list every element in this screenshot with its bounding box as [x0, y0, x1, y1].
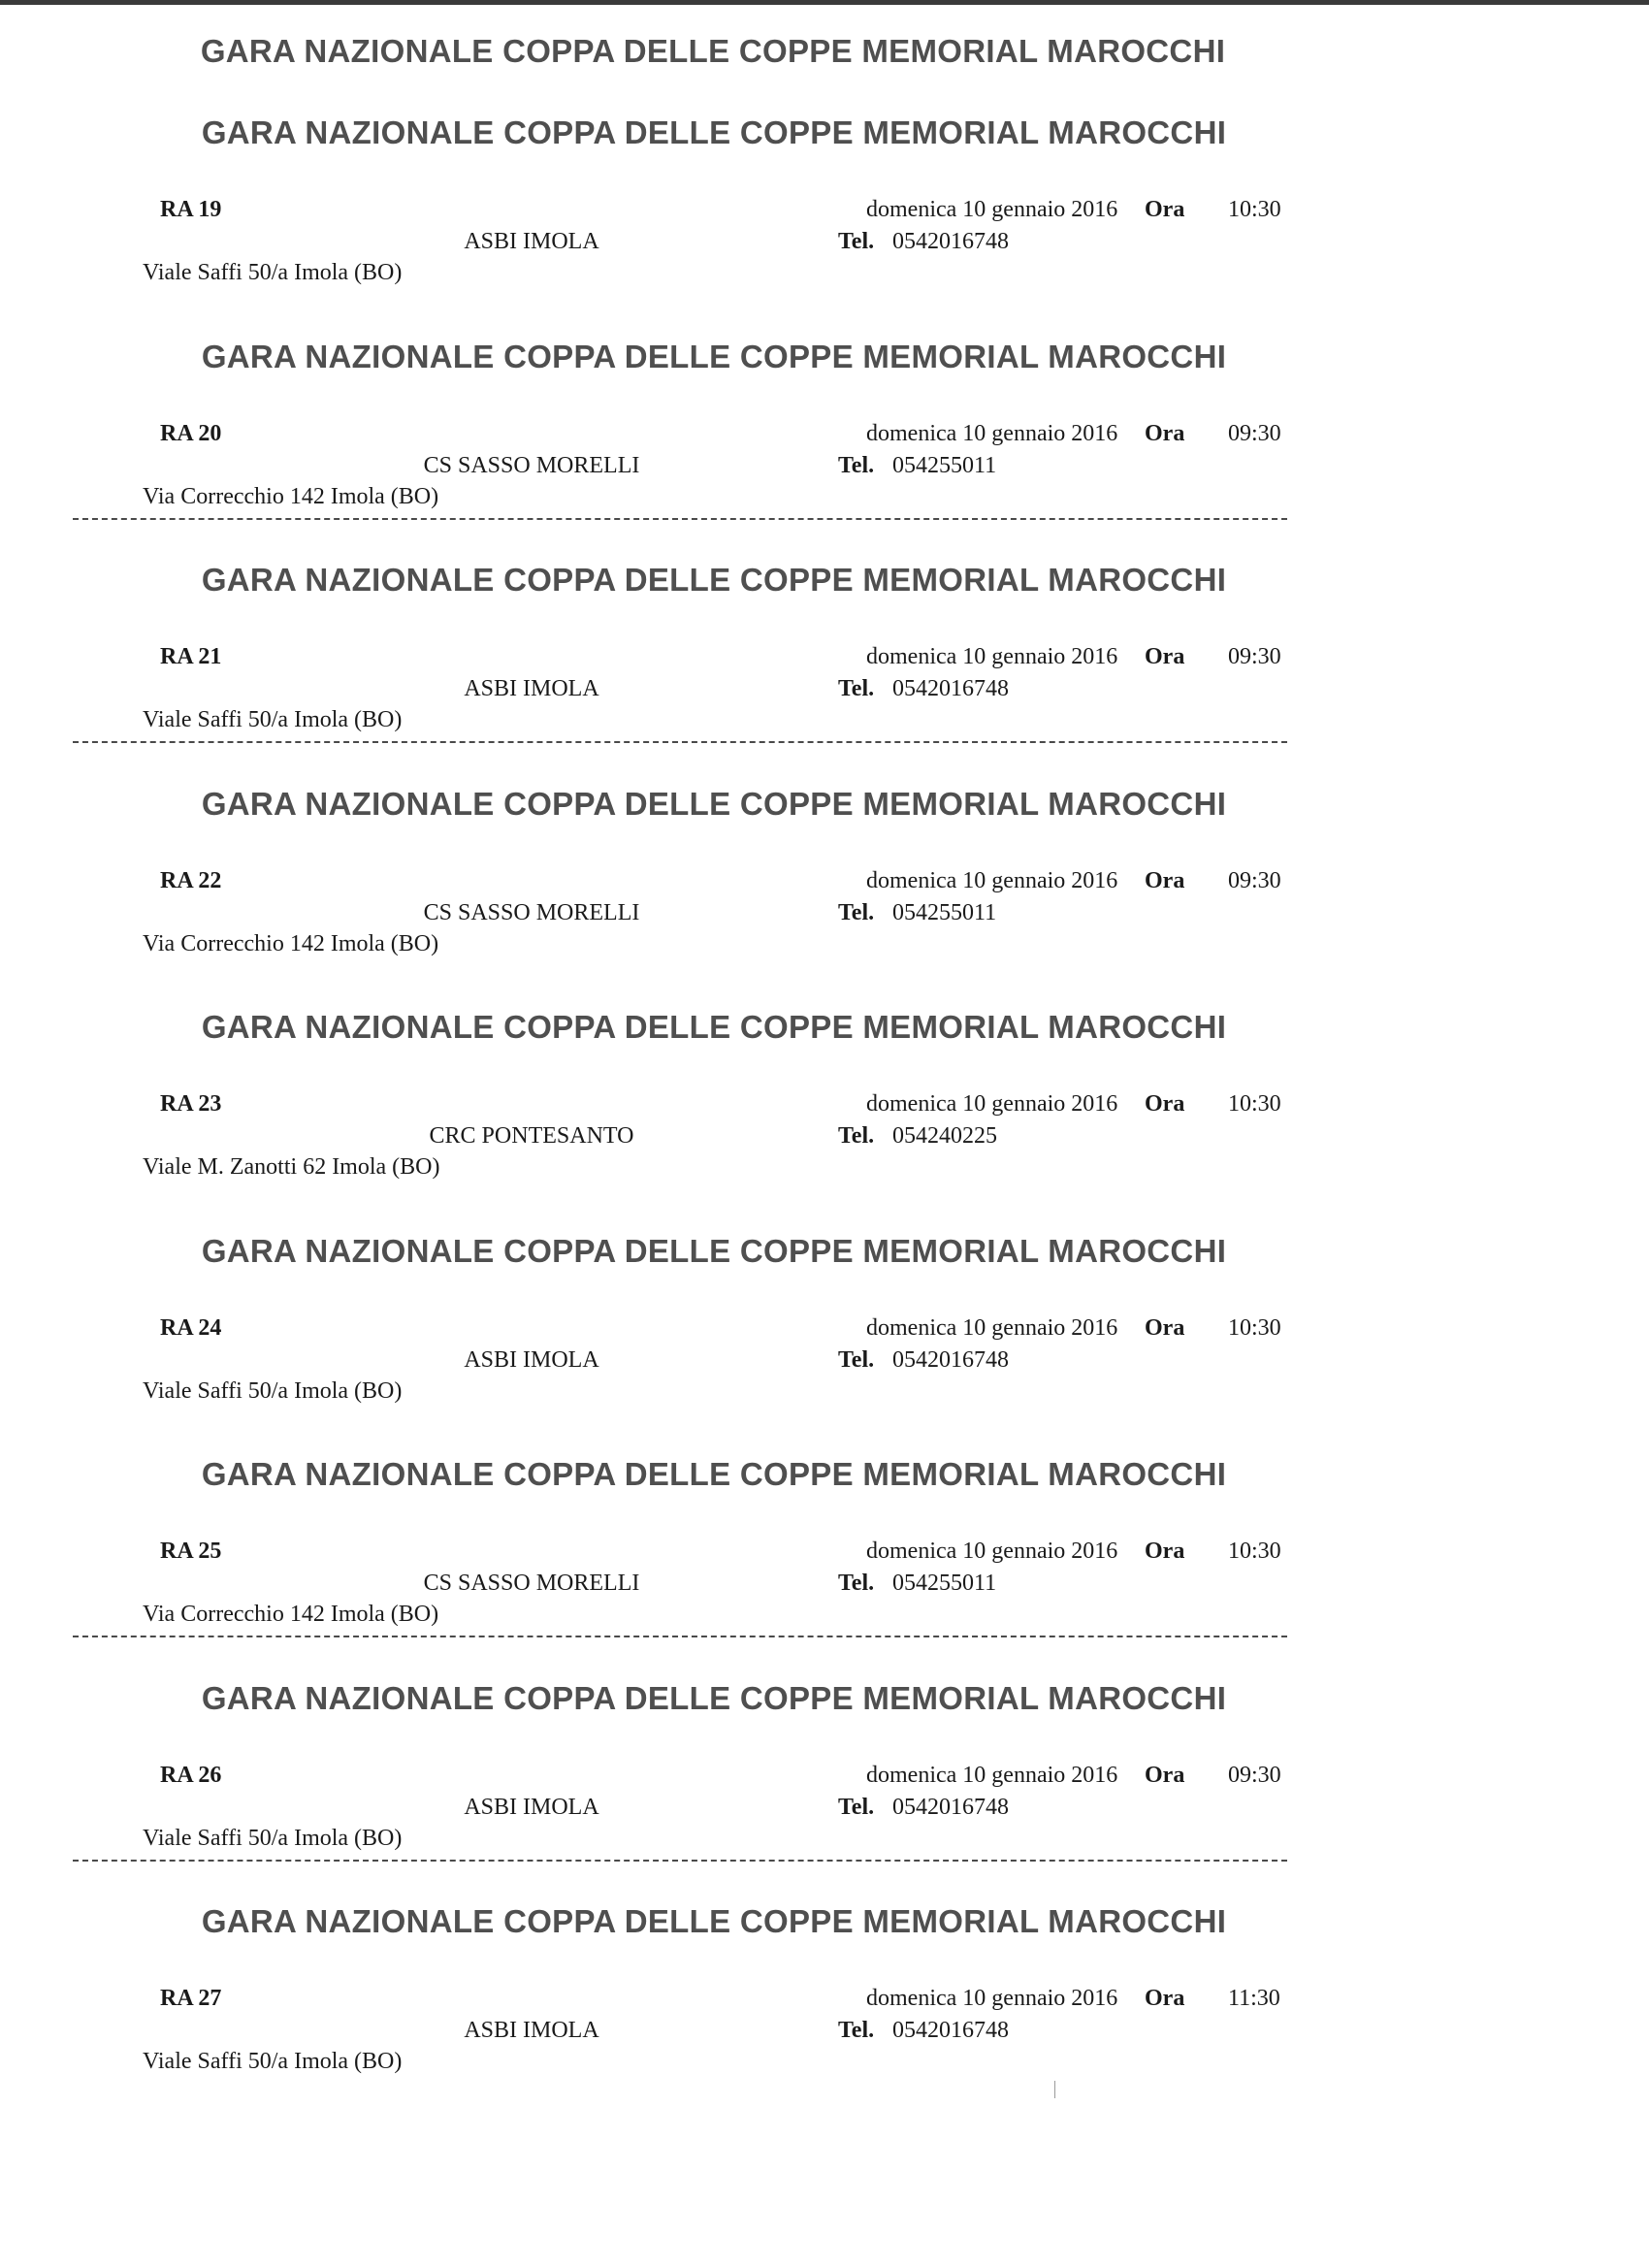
entry-time: 09:30	[1228, 868, 1281, 893]
entry-club-name: CS SASSO MORELLI	[423, 900, 640, 925]
entry-ora-label: Ora	[1145, 1315, 1185, 1341]
entry-address: Viale Saffi 50/a Imola (BO)	[143, 1378, 403, 1404]
entry-block	[0, 1456, 1649, 1679]
entry-address: Via Correcchio 142 Imola (BO)	[143, 484, 439, 509]
entry-tel-label: Tel.	[838, 1347, 875, 1373]
entry-title: GARA NAZIONALE COPPA DELLE COPPE MEMORIAL MAROCCHI	[201, 339, 1227, 374]
entry-ora-label: Ora	[1145, 868, 1185, 893]
entry-code: RA 27	[160, 1986, 222, 2011]
page-title: GARA NAZIONALE COPPA DELLE COPPE MEMORIAL MAROCCHI	[200, 33, 1226, 69]
entry-address: Viale Saffi 50/a Imola (BO)	[143, 707, 403, 732]
dashed-separator	[73, 1860, 1287, 1862]
entry-address: Via Correcchio 142 Imola (BO)	[143, 931, 439, 956]
entry-ora-label: Ora	[1145, 644, 1185, 669]
entry-club-name: ASBI IMOLA	[464, 1795, 599, 1820]
entry-block	[0, 1680, 1649, 1903]
entry-code: RA 19	[160, 197, 222, 222]
dashed-separator	[73, 741, 1287, 743]
entry-ora-label: Ora	[1145, 1763, 1185, 1788]
entry-phone: 0542016748	[892, 2018, 1009, 2043]
entry-date: domenica 10 gennaio 2016	[866, 868, 1118, 893]
entry-code: RA 21	[160, 644, 222, 669]
entry-date: domenica 10 gennaio 2016	[866, 421, 1118, 446]
entry-code: RA 24	[160, 1315, 222, 1341]
entry-date: domenica 10 gennaio 2016	[866, 1986, 1118, 2011]
entry-block	[0, 562, 1649, 785]
entry-phone: 0542016748	[892, 1795, 1009, 1820]
entry-club-name: ASBI IMOLA	[464, 676, 599, 701]
entry-time: 10:30	[1228, 197, 1281, 222]
entry-tel-label: Tel.	[838, 1795, 875, 1820]
entry-address: Viale M. Zanotti 62 Imola (BO)	[143, 1154, 440, 1180]
entry-phone: 054255011	[892, 453, 997, 478]
entry-title: GARA NAZIONALE COPPA DELLE COPPE MEMORIAL MAROCCHI	[201, 1680, 1227, 1716]
dashed-separator	[73, 518, 1287, 520]
entry-tel-label: Tel.	[838, 676, 875, 701]
entry-club-name: CS SASSO MORELLI	[423, 1571, 640, 1596]
entry-title: GARA NAZIONALE COPPA DELLE COPPE MEMORIAL MAROCCHI	[201, 1456, 1227, 1492]
entry-code: RA 26	[160, 1763, 222, 1788]
entry-tel-label: Tel.	[838, 1123, 875, 1149]
entry-address: Viale Saffi 50/a Imola (BO)	[143, 260, 403, 285]
entry-code: RA 20	[160, 421, 222, 446]
entry-time: 09:30	[1228, 644, 1281, 669]
entry-code: RA 25	[160, 1539, 222, 1564]
entry-date: domenica 10 gennaio 2016	[866, 197, 1118, 222]
entry-block	[0, 339, 1649, 562]
entry-club-name: CS SASSO MORELLI	[423, 453, 640, 478]
entry-date: domenica 10 gennaio 2016	[866, 1763, 1118, 1788]
entry-title: GARA NAZIONALE COPPA DELLE COPPE MEMORIAL MAROCCHI	[201, 114, 1227, 150]
entry-date: domenica 10 gennaio 2016	[866, 644, 1118, 669]
entry-block	[0, 1009, 1649, 1232]
scan-top-border	[0, 0, 1649, 5]
entry-phone: 0542016748	[892, 676, 1009, 701]
entry-time: 10:30	[1228, 1315, 1281, 1341]
entry-tel-label: Tel.	[838, 1571, 875, 1596]
entry-block	[0, 786, 1649, 1009]
entry-club-name: CRC PONTESANTO	[429, 1123, 634, 1149]
entry-ora-label: Ora	[1145, 1986, 1185, 2011]
entry-code: RA 23	[160, 1091, 222, 1117]
entry-address: Viale Saffi 50/a Imola (BO)	[143, 2049, 403, 2074]
entry-title: GARA NAZIONALE COPPA DELLE COPPE MEMORIAL MAROCCHI	[201, 1009, 1227, 1045]
entry-address: Viale Saffi 50/a Imola (BO)	[143, 1826, 403, 1851]
entry-time: 09:30	[1228, 1763, 1281, 1788]
entry-title: GARA NAZIONALE COPPA DELLE COPPE MEMORIAL MAROCCHI	[201, 786, 1227, 822]
entry-time: 09:30	[1228, 421, 1281, 446]
entry-address: Via Correcchio 142 Imola (BO)	[143, 1602, 439, 1627]
scan-mark	[1054, 2081, 1055, 2098]
entry-tel-label: Tel.	[838, 453, 875, 478]
entry-title: GARA NAZIONALE COPPA DELLE COPPE MEMORIAL MAROCCHI	[201, 1233, 1227, 1269]
entry-date: domenica 10 gennaio 2016	[866, 1091, 1118, 1117]
entry-date: domenica 10 gennaio 2016	[866, 1315, 1118, 1341]
entry-phone: 054240225	[892, 1123, 997, 1149]
entry-block	[0, 1233, 1649, 1456]
entry-ora-label: Ora	[1145, 421, 1185, 446]
entry-ora-label: Ora	[1145, 1091, 1185, 1117]
entry-phone: 0542016748	[892, 229, 1009, 254]
entry-block	[0, 114, 1649, 338]
entry-ora-label: Ora	[1145, 1539, 1185, 1564]
entry-club-name: ASBI IMOLA	[464, 2018, 599, 2043]
entry-block	[0, 1903, 1649, 2126]
entry-time: 10:30	[1228, 1539, 1281, 1564]
entry-ora-label: Ora	[1145, 197, 1185, 222]
entry-time: 11:30	[1228, 1986, 1280, 2011]
dashed-separator	[73, 1636, 1287, 1637]
entry-phone: 0542016748	[892, 1347, 1009, 1373]
entry-phone: 054255011	[892, 900, 997, 925]
entry-code: RA 22	[160, 868, 222, 893]
entry-tel-label: Tel.	[838, 2018, 875, 2043]
entry-club-name: ASBI IMOLA	[464, 1347, 599, 1373]
entry-tel-label: Tel.	[838, 229, 875, 254]
entry-title: GARA NAZIONALE COPPA DELLE COPPE MEMORIAL MAROCCHI	[201, 562, 1227, 598]
entry-club-name: ASBI IMOLA	[464, 229, 599, 254]
entry-tel-label: Tel.	[838, 900, 875, 925]
entry-time: 10:30	[1228, 1091, 1281, 1117]
entry-title: GARA NAZIONALE COPPA DELLE COPPE MEMORIAL MAROCCHI	[201, 1903, 1227, 1939]
entry-phone: 054255011	[892, 1571, 997, 1596]
entry-date: domenica 10 gennaio 2016	[866, 1539, 1118, 1564]
